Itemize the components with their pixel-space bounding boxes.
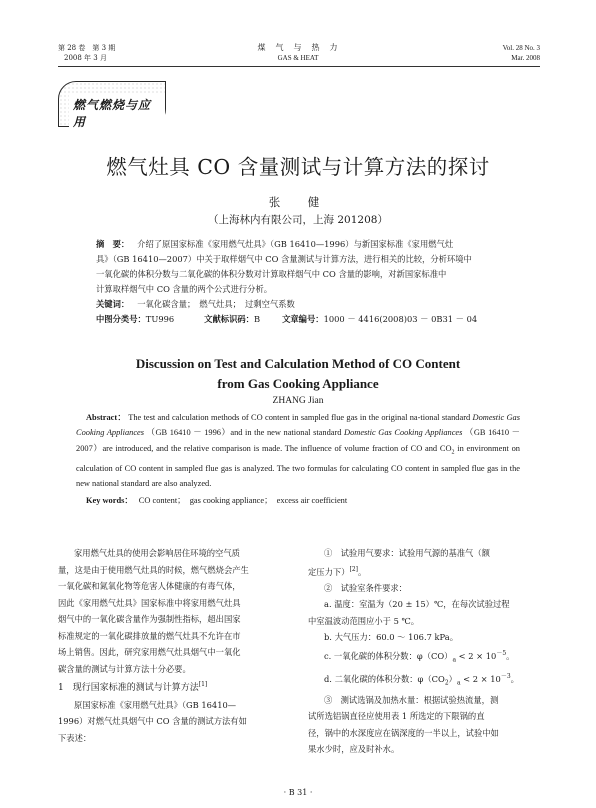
abstract-cn-label: 摘 要： (96, 239, 130, 249)
page-number: · B 31 · (283, 788, 313, 797)
affiliation-cn: （上海林内有限公司，上海 201208） (208, 214, 388, 226)
header-rule (58, 66, 540, 67)
title-en-line1: Discussion on Test and Calculation Method of CO Content (135, 356, 461, 371)
title-cn: 燃气灶具 CO 含量测试与计算方法的探讨 (106, 155, 490, 179)
section-badge (58, 81, 166, 127)
body-left-column: 家用燃气灶具的使用会影响居住环境的空气质 量，这是由于使用燃气灶具的时候，燃气燃烧会产生 一氧化碳和氮氧化物等危害人体健康的有毒气体， 因此《家用燃气灶具》国家标准中将家用燃气灶具 烟气中的一氧化碳含量作为强制性指标，超出国家 标准规定的一氧化碳排放量的燃气灶具不允许在市 场上销售。因此，研究家用燃气灶具烟气中一氧化 碳含量的测试与计算方法十分必要。 1 现行国家标准的测试与计算方法[1] 原国家标准《家用燃气灶具》（GB 16410— 1996）对燃气灶具烟气中 CO 含量的测试方法有如 下表述： (58, 545, 290, 746)
journal-name: 煤 气 与 热 力 GAS & HEAT (257, 43, 339, 62)
section-heading-1: 1 现行国家标准的测试与计算方法[1] (58, 681, 208, 693)
title-en-line2: from Gas Cooking Appliance (217, 376, 379, 391)
abstract-en: Abstract： The test and calculation methods of CO content in sampled flue gas in the original na-tional standard Domestic Gas Cooking Appliances （GB 16410 － 1996）and in the new national standard Domestic Gas Cooking Appliances （GB 16410 － 2007）are introduced, and the relative comparison is made. The influence of volume fraction of CO and $CO_2$ in environment on calculation of CO content in sampled flue gas is analyzed. The two formulas for calculating CO content in sampled flue gas in the new national standard are also analyzed. Key words： CO content； gas cooking appliance； excess air coefficient (76, 410, 520, 508)
section-badge-label: 燃气燃烧与应用 (69, 95, 165, 131)
journal-vol-en: Vol. 28 No. 3 Mar. 2008 (502, 44, 540, 62)
body-right-column: ① 试验用气要求：试验用气源的基准气（额 定压力下）[2]。 ② 试验室条件要求： a. 温度：室温为（20 ± 15）℃，在每次试验过程 中室温波动范围应小于 5 ℃。 b. 大气压力：60.0 ～ 106.7 kPa。 c. 一氧化碳的体积分数：$\varphi(CO)_a < 2 \times 10^{-5}$。 d. 二氧化碳的体积分数：$\varphi(CO_2)_a < 2 \times 10^{-3}$。 ③ 测试选锅及加热水量：根据试验热流量，测 试所选铝锅直径应使用表 1 所选定的下限锅的直 径，锅中的水深度应在锅深度的一半以上，试验中如 果水少时，应及时补水。 (308, 548, 519, 755)
keywords-en: Key words： CO content； gas cooking appliance； excess air coefficient (86, 496, 348, 506)
classification-cn: 中图分类号：TU996 文献标识码：B 文章编号：1000 － 4416(2008)03 － 0B31 － 04 (96, 314, 478, 324)
author-cn: 张 健 (268, 195, 328, 209)
keywords-cn: 关键词： 一氧化碳含量； 燃气灶具； 过剩空气系数 (96, 299, 295, 309)
abstract-cn: 摘 要： 介绍了原国家标准《家用燃气灶具》（GB 16410—1996）与新国家标准《家用燃气灶 具》（GB 16410—2007）中关于取样烟气中 CO 含量测试与计算方法，进行相关的比较，分析环境中 一氧化碳的体积分数与二氧化碳的体积分数对计算取样烟气中 CO 含量的影响，对新国家标准中 计算取样烟气中 CO 含量的两个公式进行分析。 关键词： 一氧化碳含量； 燃气灶具； 过剩空气系数 中图分类号：TU996 文献标识码：B 文章编号：1000 － 4416(2008)03 － 0B31 － 04 (96, 237, 526, 327)
journal-volume-issue: 第 28 卷 第 3 期 2008 年 3 月 (58, 44, 116, 62)
author-en: ZHANG Jian (272, 396, 324, 406)
